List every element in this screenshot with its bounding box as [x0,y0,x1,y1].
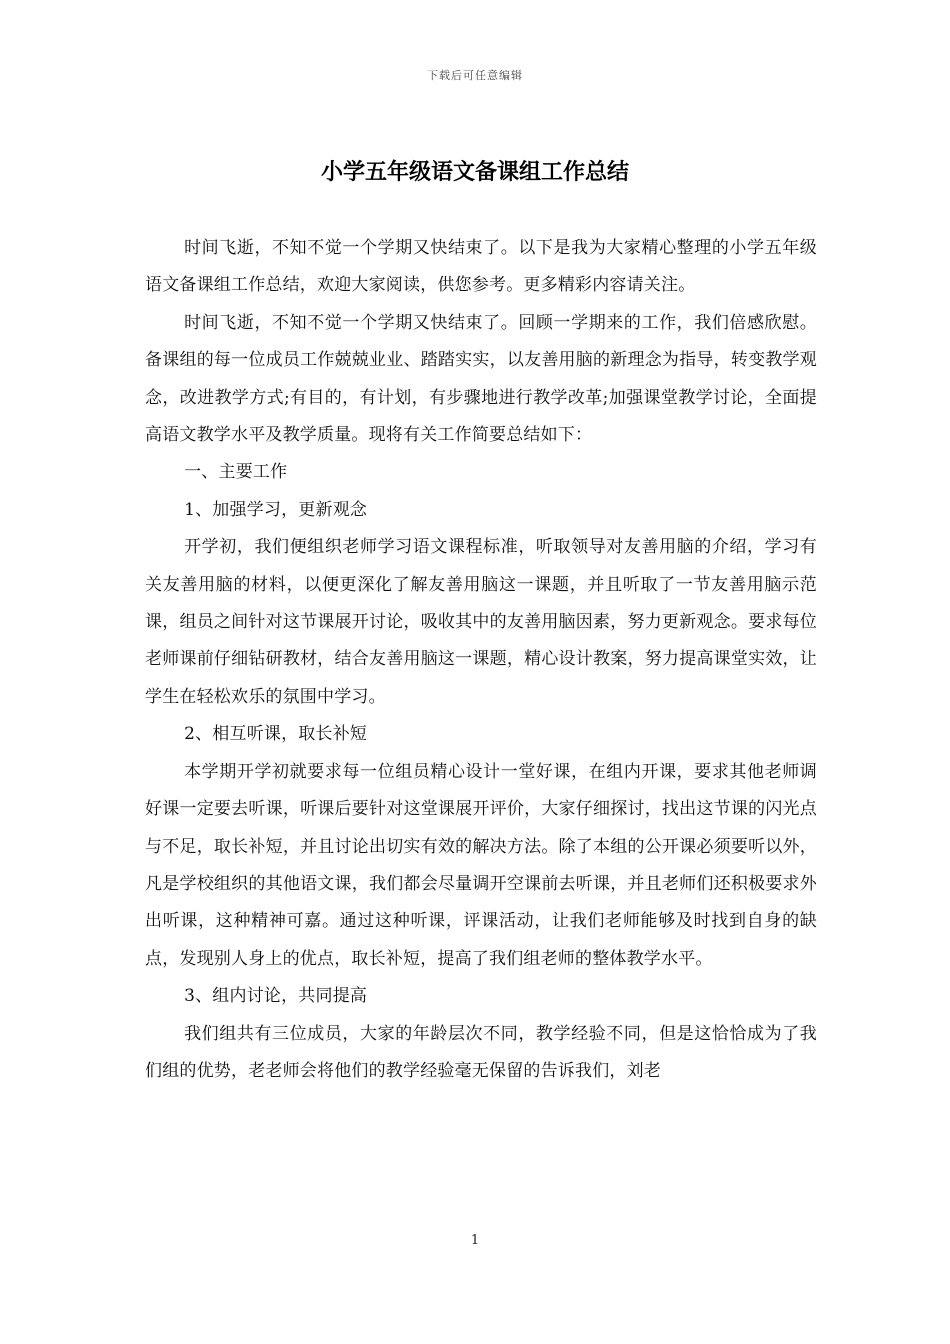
intro-paragraph: 时间飞逝，不知不觉一个学期又快结束了。以下是我为大家精心整理的小学五年级语文备课组工作总结，欢迎大家阅读，供您参考。更多精彩内容请关注。 [145,238,817,296]
page-number: 1 [470,1233,480,1248]
subheading-discussion: 3、组内讨论，共同提高 [184,986,368,1007]
overview-paragraph: 时间飞逝，不知不觉一个学期又快结束了。回顾一学期来的工作，我们倍感欣慰。备课组的每一位成员工作兢兢业业、踏踏实实，以友善用脑的新理念为指导，转变教学观念，改进教学方式;有目的，有计划，有步骤地进行教学改革;加强课堂教学讨论，全面提高语文教学水平及教学质量。现将有关工作简要总结如下： [145,312,817,446]
section-heading-main-work: 一、主要工作 [184,462,288,483]
document-title: 小学五年级语文备课组工作总结 [320,159,629,185]
discussion-paragraph: 我们组共有三位成员，大家的年龄层次不同，教学经验不同，但是这恰恰成为了我们组的优势，老老师会将他们的教学经验毫无保留的告诉我们，刘老 [145,1023,817,1081]
subheading-listen: 2、相互听课，取长补短 [184,724,368,745]
study-paragraph: 开学初，我们便组织老师学习语文课程标准，听取领导对友善用脑的介绍，学习有关友善用脑的材料，以便更深化了解友善用脑这一课题，并且听取了一节友善用脑示范课，组员之间针对这节课展开讨论，吸收其中的友善用脑因素，努力更新观念。要求每位老师课前仔细钻研教材，结合友善用脑这一课题，精心设计教案，努力提高课堂实效，让学生在轻松欢乐的氛围中学习。 [145,537,817,707]
header-note: 下载后可任意编辑 [427,69,523,82]
document-body [145,230,817,1090]
listen-paragraph: 本学期开学初就要求每一位组员精心设计一堂好课，在组内开课，要求其他老师调好课一定要去听课，听课后要针对这堂课展开评价，大家仔细探讨，找出这节课的闪光点与不足，取长补短，并且讨论出切实有效的解决方法。除了本组的公开课必须要听以外，凡是学校组织的其他语文课，我们都会尽量调开空课前去听课，并且老师们还积极要求外出听课，这种精神可嘉。通过这种听课，评课活动，让我们老师能够及时找到自身的缺点，发现别人身上的优点，取长补短，提高了我们组老师的整体教学水平。 [145,761,817,969]
subheading-study: 1、加强学习，更新观念 [184,499,368,520]
